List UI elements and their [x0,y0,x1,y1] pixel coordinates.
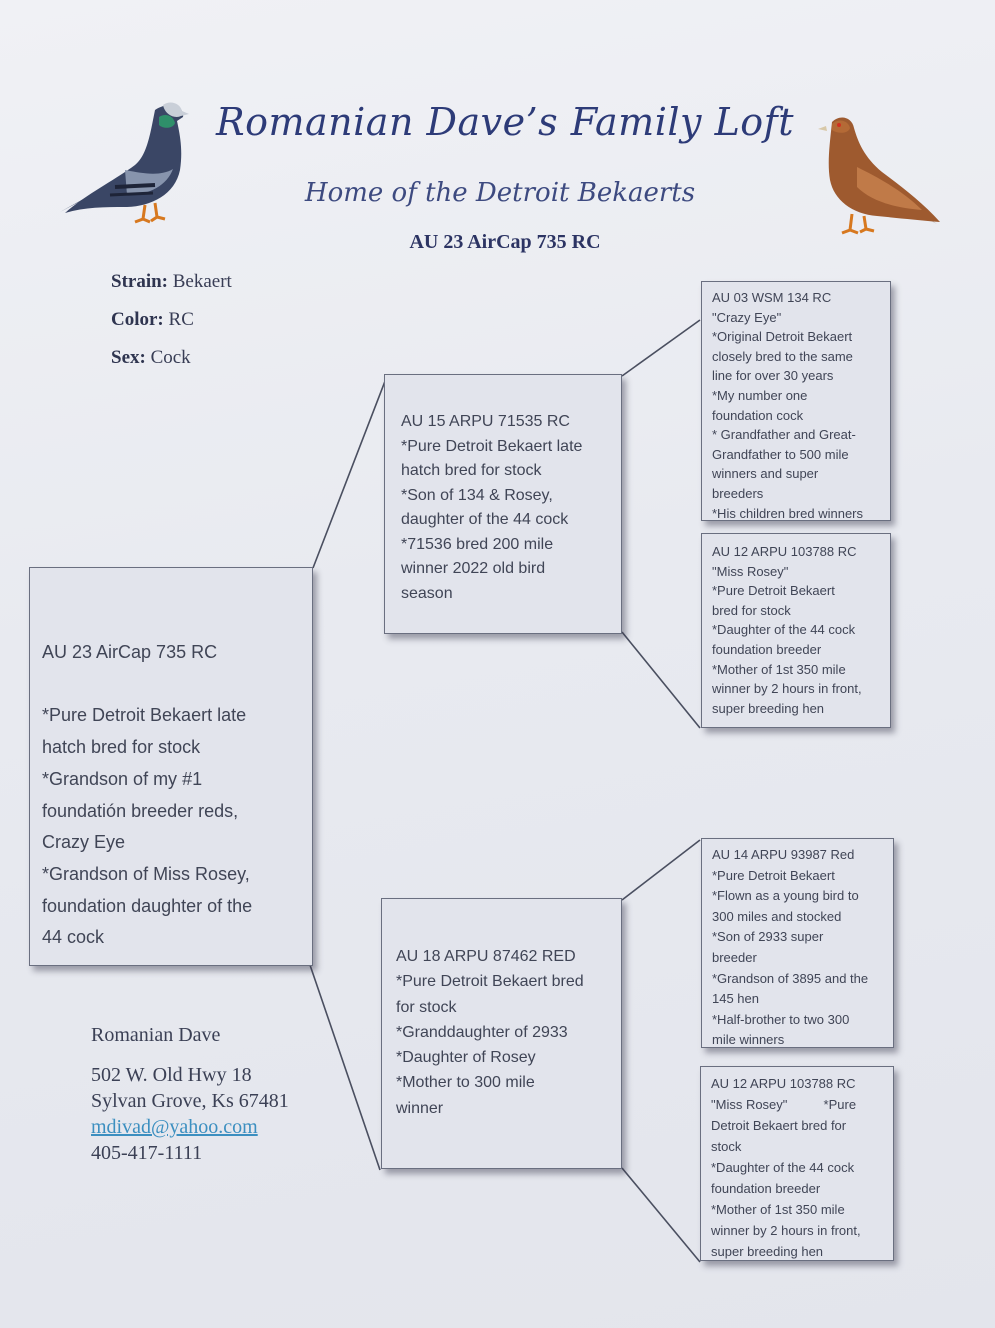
box-line: AU 23 AirCap 735 RC [42,642,218,662]
contact-name: Romanian Dave [91,1024,221,1046]
box-line: * Grandfather and Great- [712,427,856,443]
box-line: winner 2022 old bird [401,560,546,577]
box-line: winner [396,1099,444,1117]
box-line: winner by 2 hours in front, [712,681,862,697]
box-line: *Grandson of 3895 and the [712,970,869,986]
box-line: mile winners [712,1032,785,1048]
box-line: *Grandson of Miss Rosey, [42,863,250,884]
box-line: bred for stock [712,602,791,618]
color-value: RC [168,309,194,330]
strain-value: Bekaert [172,271,232,292]
sex-label: Sex: [111,347,146,368]
blue-bar-pigeon-icon [55,95,195,230]
box-line: 44 cock [42,927,105,948]
box-line: "Miss Rosey" *Pure [711,1097,857,1112]
box-line: AU 12 ARPU 103788 RC [712,544,857,559]
box-line: AU 18 ARPU 87462 RED [396,948,576,965]
box-line: 145 hen [712,991,759,1007]
box-line: "Crazy Eye" [712,309,782,325]
box-line: *Original Detroit Bekaert [712,329,853,345]
pedigree-box-sire-dam [701,533,891,728]
box-line: Grandfather to 500 mile [712,446,849,462]
box-line: breeder [712,949,757,965]
red-pigeon-icon [812,112,947,242]
pedigree-box-subject [29,567,313,966]
box-line: *Son of 134 & Rosey, [401,486,553,504]
box-line: *Pure Detroit Bekaert late [42,705,247,726]
pedigree-box-dam [381,898,622,1169]
box-line: *Mother to 300 mile [396,1074,535,1092]
box-line: for stock [396,998,457,1016]
box-line: *Daughter of Rosey [396,1049,536,1067]
box-line: AU 15 ARPU 71535 RC [401,413,570,430]
page-subtitle: Home of the Detroit Bekaerts [304,178,696,208]
box-line: super breeding hen [712,700,825,716]
box-line: Crazy Eye [42,832,126,853]
box-line: daughter of the 44 cock [401,511,569,528]
strain-label: Strain: [111,271,168,292]
pedigree-box-dam-dam [700,1066,894,1261]
box-line: *Mother of 1st 350 mile [712,661,846,677]
box-line: hatch bred for stock [401,462,542,479]
box-line: *Grandson of my #1 [42,768,203,789]
box-line: season [401,584,453,602]
contact-address-line1: 502 W. Old Hwy 18 [91,1064,252,1086]
box-line: *Pure Detroit Bekaert late [401,437,583,455]
box-line: *Flown as a young bird to [712,888,859,904]
box-line: 300 miles and stocked [712,908,842,924]
contact-phone: 405-417-1111 [91,1142,203,1164]
box-line: line for over 30 years [712,368,834,384]
box-line: *Daughter of the 44 cock [711,1160,855,1175]
box-line: *Mother of 1st 350 mile [711,1202,845,1217]
sex-value: Cock [150,347,191,368]
box-line: hatch bred for stock [42,737,201,758]
contact-address-line2: Sylvan Grove, Ks 67481 [91,1090,289,1112]
box-line: Detroit Bekaert bred for [711,1118,847,1133]
box-line: *Granddaughter of 2933 [396,1023,568,1041]
sex-row [111,347,191,369]
pedigree-box-sire-sire [701,281,891,521]
box-line [42,669,302,701]
box-line: "Miss Rosey" [712,563,789,579]
box-line: foundation daughter of the [42,895,253,916]
box-line: *Half-brother to two 300 [712,1011,850,1027]
box-line: AU 03 WSM 134 RC [712,290,832,305]
color-row [111,309,194,331]
subject-band-number: AU 23 AirCap 735 RC [409,231,601,253]
box-line: foundatión breeder reds, [42,800,239,821]
box-line: *Pure Detroit Bekaert [712,583,835,599]
box-line: super breeding hen [711,1244,824,1259]
box-line: winner by 2 hours in front, [711,1223,861,1238]
box-line: *Pure Detroit Bekaert [712,867,835,883]
box-line: closely bred to the same [712,348,853,364]
box-line: breeders [712,485,764,501]
box-line: *Daughter of the 44 cock [712,622,856,638]
box-line: *Son of 2933 super [712,929,824,945]
box-line: foundation cock [712,407,804,423]
box-line: *His children bred winners [712,505,864,521]
box-line: AU 12 ARPU 103788 RC [711,1076,856,1091]
color-label: Color: [111,309,164,330]
box-line: *My number one [712,387,808,403]
pedigree-box-sire [384,374,622,634]
box-line: *71536 bred 200 mile [401,535,554,553]
strain-row [111,271,232,293]
box-line: AU 14 ARPU 93987 Red [712,847,855,862]
box-line: winners and super [712,466,819,482]
box-line: *Pure Detroit Bekaert bred [396,973,584,991]
box-line: stock [711,1139,742,1154]
page-title: Romanian Dave’s Family Loft [215,100,795,144]
pedigree-box-dam-sire [701,838,894,1048]
box-line: foundation breeder [712,641,822,657]
contact-email-link[interactable]: mdivad@yahoo.com [91,1116,258,1138]
box-line: foundation breeder [711,1181,821,1196]
